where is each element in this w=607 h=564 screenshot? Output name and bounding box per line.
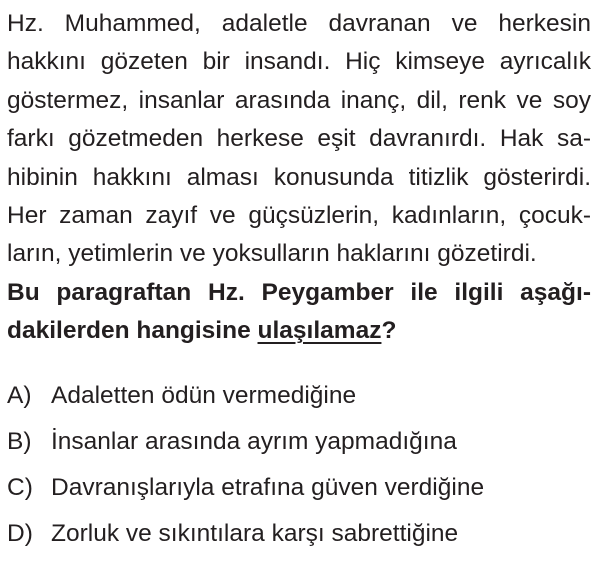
paragraph-line: göstermez, insanlar arasında inanç, dil, renk ve soy bbox=[7, 86, 591, 114]
paragraph-line: hibinin hakkını alması konusunda titizlik gösterirdi. bbox=[7, 163, 591, 191]
question-paragraph bbox=[7, 5, 591, 274]
option-text: Adaletten ödün vermediğine bbox=[51, 381, 357, 409]
paragraph-line: Hz. Muhammed, adaletle davranan ve herkesin bbox=[7, 10, 591, 37]
option-a[interactable] bbox=[7, 373, 591, 419]
paragraph-line: ların, yetimlerin ve yoksulların haklarını gözetirdi. bbox=[7, 240, 537, 268]
option-text: İnsanlar arasında ayrım yapmadığına bbox=[51, 427, 457, 455]
option-letter: D) bbox=[7, 519, 33, 547]
question-mark: ? bbox=[381, 317, 397, 345]
option-letter: C) bbox=[7, 473, 33, 501]
prompt-line-2 bbox=[7, 312, 591, 350]
question-prompt bbox=[7, 274, 591, 351]
paragraph-line: hakkını gözeten bir insandı. Hiç kimseye ayrıcalık bbox=[7, 48, 591, 76]
option-text: Zorluk ve sıkıntılara karşı sabrettiğine bbox=[51, 519, 459, 547]
paragraph-line: Her zaman zayıf ve güçsüzlerin, kadınların, çocuk- bbox=[7, 202, 591, 230]
answer-options bbox=[7, 373, 591, 557]
prompt-line-1: Bu paragraftan Hz. Peygamber ile ilgili aşağı- bbox=[7, 278, 591, 306]
option-letter: B) bbox=[7, 427, 32, 455]
option-text: Davranışlarıyla etrafına güven verdiğine bbox=[51, 473, 485, 501]
underlined-keyword: ulaşılamaz bbox=[257, 317, 382, 345]
paragraph-line: farkı gözetmeden herkese eşit davranırdı. Hak sa- bbox=[7, 125, 591, 153]
option-c[interactable] bbox=[7, 465, 591, 511]
option-letter: A) bbox=[7, 381, 32, 409]
option-b[interactable] bbox=[7, 419, 591, 465]
option-d[interactable] bbox=[7, 511, 591, 557]
prompt-prefix: dakilerden hangisine bbox=[7, 317, 258, 345]
